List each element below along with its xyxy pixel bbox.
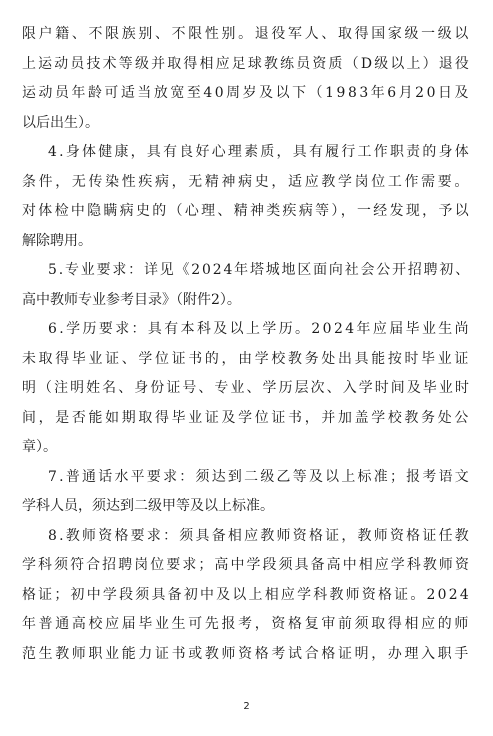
text-line-content: 格证；初中学段须具备初中及以上相应学科教师资格证。2024 xyxy=(22,586,472,603)
text-line-content: 学科须符合招聘岗位要求；高中学段须具备高中相应学科教师资 xyxy=(22,557,471,573)
text-line-content: 学科人员，须达到二级甲等及以上标准。 xyxy=(22,498,274,514)
text-line-content: 条件，无传染性疾病，无精神病史，适应教学岗位工作需要。 xyxy=(22,173,471,190)
text-line xyxy=(0,50,493,78)
text-line xyxy=(0,374,493,402)
text-line xyxy=(0,286,493,314)
text-line-content: 未取得毕业证、学位证书的，由学校教务处出具能按时毕业证 xyxy=(22,350,471,367)
text-line xyxy=(0,138,493,166)
text-line-content: 间，是否能如期取得毕业证及学位证书，并加盖学校教务处公 xyxy=(22,409,471,426)
text-line xyxy=(0,197,493,225)
text-line-content: 范生教师职业能力证书或教师资格考试合格证明，办理入职手 xyxy=(22,645,471,662)
text-line xyxy=(0,79,493,107)
text-line-content: 章）。 xyxy=(22,439,57,455)
text-line xyxy=(0,404,493,432)
text-line-content: 限户籍、不限族别、不限性别。退役军人、取得国家级一级以 xyxy=(22,26,471,42)
text-line-content: 高中教师专业参考目录》（附件2）。 xyxy=(22,291,241,308)
text-line-content: 以后出生）。 xyxy=(22,114,99,131)
text-line xyxy=(0,433,493,461)
text-line-content: 8.教师资格要求：须具备相应教师资格证，教师资格证任教 xyxy=(48,527,472,544)
text-line-content: 上运动员技术等级并取得相应足球教练员资质（D级以上）退役 xyxy=(22,55,472,72)
text-line xyxy=(0,109,493,137)
text-line-content: 4.身体健康，具有良好心理素质，具有履行工作职责的身体 xyxy=(48,144,472,160)
text-line xyxy=(0,315,493,343)
text-line xyxy=(0,581,493,609)
text-line-content: 7.普通话水平要求：须达到二级乙等及以上标准；报考语文 xyxy=(48,468,472,485)
text-line xyxy=(0,610,493,638)
text-line xyxy=(0,20,493,48)
text-line-content: 运动员年龄可适当放宽至40周岁及以下（1983年6月20日及 xyxy=(22,85,472,101)
text-line xyxy=(0,463,493,491)
text-line xyxy=(0,345,493,373)
text-line xyxy=(0,256,493,284)
text-line-content: 6.学历要求：具有本科及以上学历。2024年应届毕业生尚 xyxy=(48,321,471,337)
text-line-content: 年普通高校应届毕业生可先报考，资格复审前须取得相应的师 xyxy=(22,616,471,632)
text-line xyxy=(0,168,493,196)
text-line-content: 对体检中隐瞒病史的（心理、精神类疾病等），一经发现，予以 xyxy=(22,203,472,219)
text-line xyxy=(0,640,493,668)
text-line-content: 解除聘用。 xyxy=(22,232,92,249)
text-line-content: 明（注明姓名、身份证号、专业、学历层次、入学时间及毕业时 xyxy=(22,380,471,396)
page-number: 2 xyxy=(243,701,250,712)
text-line xyxy=(0,227,493,255)
text-line xyxy=(0,492,493,520)
text-line xyxy=(0,551,493,579)
text-line xyxy=(0,522,493,550)
text-line-content: 5.专业要求：详见《2024年塔城地区面向社会公开招聘初、 xyxy=(48,262,472,278)
